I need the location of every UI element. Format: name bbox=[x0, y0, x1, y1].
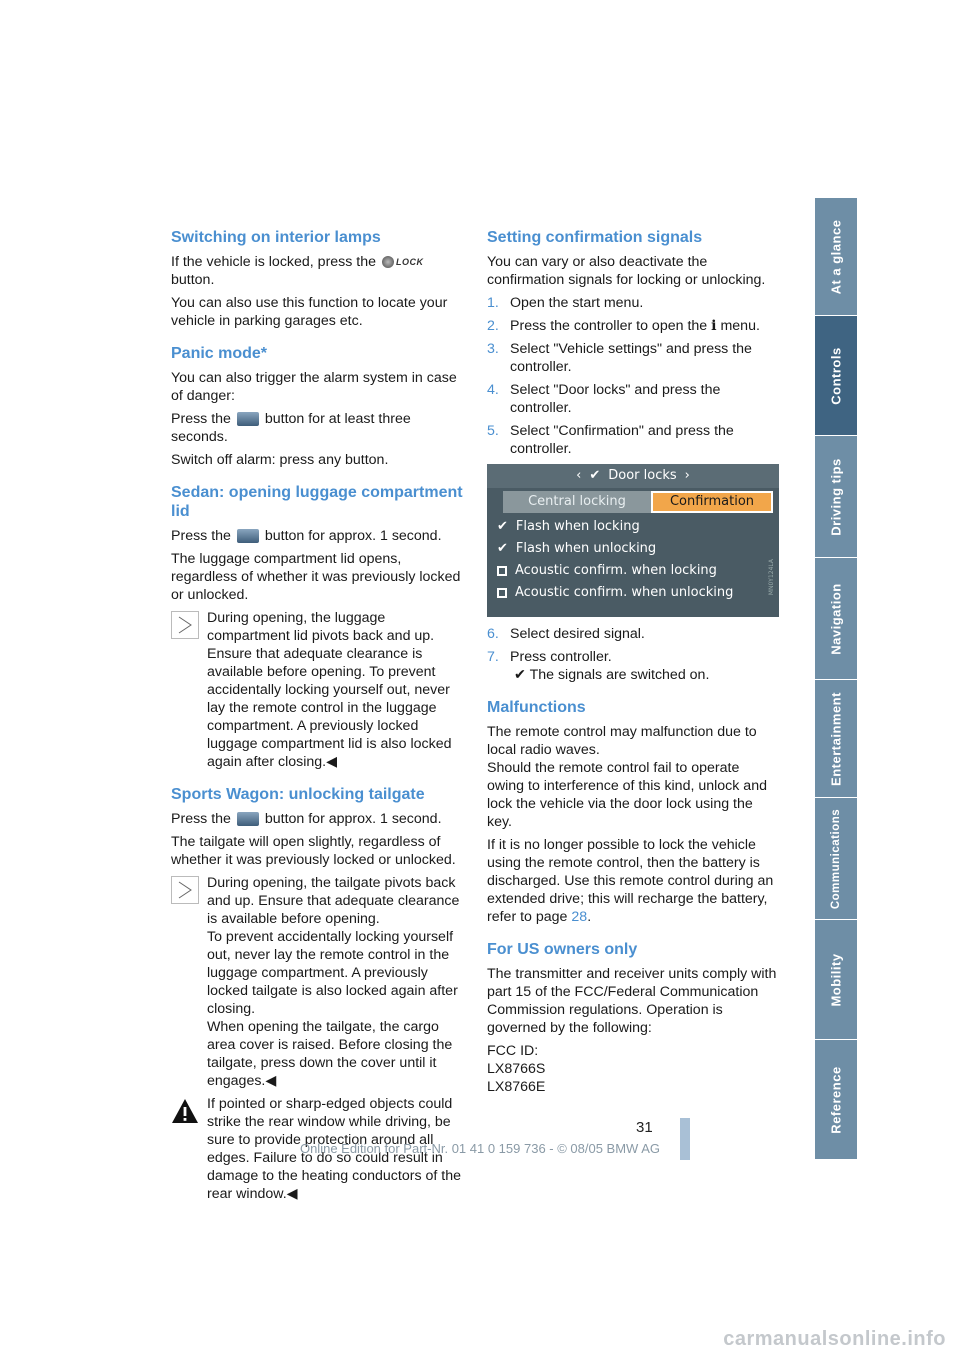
tab-navigation[interactable]: Navigation bbox=[815, 558, 857, 680]
tab-mobility[interactable]: Mobility bbox=[815, 920, 857, 1040]
fcc-block: FCC ID: LX8766S LX8766E bbox=[487, 1043, 546, 1095]
warning-icon bbox=[171, 1097, 199, 1125]
screen-options bbox=[497, 516, 733, 604]
lock-button-icon: LOCK bbox=[382, 253, 424, 271]
paragraph: The remote control may malfunction due to local radio waves. bbox=[487, 724, 757, 758]
heading-malfunctions: Malfunctions bbox=[487, 699, 586, 716]
idrive-screen bbox=[487, 464, 779, 617]
heading-interior-lamps: Switching on interior lamps bbox=[171, 229, 381, 246]
page-link[interactable]: 28 bbox=[571, 909, 588, 925]
note-text: During opening, the tailgate pivots back and up. Ensure that adequate clearance is available before opening. bbox=[207, 875, 460, 927]
step-result: ✔ The signals are switched on. bbox=[514, 667, 710, 683]
step-item: 2. Press the controller to open the i menu. bbox=[487, 318, 760, 334]
step-item: 4. Select "Door locks" and press the controller. bbox=[487, 382, 721, 416]
checked-icon: ✔ bbox=[497, 519, 508, 534]
chapter-tabs bbox=[815, 198, 857, 1160]
paragraph: Should the remote control fail to operate owing to interference of this kind, unlock and lock the vehicle via the door lock using the key. bbox=[487, 760, 767, 830]
heading-panic-mode: Panic mode* bbox=[171, 345, 268, 362]
paragraph: Press the button for approx. 1 second. bbox=[171, 528, 442, 544]
footer-edition: Online Edition for Part-Nr. 01 41 0 159 736 - © 08/05 BMW AG bbox=[299, 1141, 661, 1156]
option-row: Acoustic confirm. when unlocking bbox=[497, 582, 733, 604]
warning-text: If pointed or sharp-edged objects could strike the rear window while driving, be sure to provide protection around all edges. Failure to do so could result in damage to the heating conductors of the rear window.◀ bbox=[207, 1096, 461, 1202]
check-icon: ✔ bbox=[589, 468, 601, 483]
paragraph: Switch off alarm: press any button. bbox=[171, 452, 389, 468]
section-sedan-luggage bbox=[171, 483, 463, 771]
tab-central-locking: Central locking bbox=[503, 491, 651, 513]
trunk-button-icon bbox=[237, 812, 259, 826]
checked-icon: ✔ bbox=[497, 541, 508, 556]
paragraph: If it is no longer possible to lock the vehicle using the remote control, then the battery is discharged. Use this remote control during an extended drive; this will recharge the battery, refer to page 28. bbox=[487, 837, 774, 925]
paragraph: The tailgate will open slightly, regardless of whether it was previously locked or unlocked. bbox=[171, 834, 456, 868]
paragraph: Press the button for approx. 1 second. bbox=[171, 811, 442, 827]
paragraph: You can also trigger the alarm system in case of danger: bbox=[171, 370, 457, 404]
screen-header bbox=[487, 464, 779, 488]
section-panic-mode bbox=[171, 344, 463, 469]
steps-list bbox=[487, 294, 779, 458]
option-row: ✔ Flash when locking bbox=[497, 519, 640, 534]
section-confirmation-signals bbox=[487, 228, 779, 684]
paragraph: You can also use this function to locate your vehicle in parking garages etc. bbox=[171, 295, 448, 329]
paragraph: You can vary or also deactivate the confirmation signals for locking or unlocking. bbox=[487, 254, 766, 288]
note-triangle-icon bbox=[171, 876, 199, 904]
paragraph: Press the button for at least three seconds. bbox=[171, 411, 411, 445]
section-malfunctions bbox=[487, 698, 779, 926]
screen-title: Door locks bbox=[608, 468, 677, 483]
paragraph: If the vehicle is locked, press the LOCK button. bbox=[171, 254, 424, 288]
unchecked-icon bbox=[497, 588, 507, 598]
note-text: During opening, the luggage compartment lid pivots back and up. Ensure that adequate clearance is available before opening. To prevent accidentally locking yourself out, never lay the remote control in the luggage compartment. A previously locked luggage compartment lid is also locked again after closing.◀ bbox=[207, 610, 452, 770]
paragraph: The transmitter and receiver units comply with part 15 of the FCC/Federal Communication Commission regulations. Operation is governed by the following: bbox=[487, 966, 777, 1036]
option-row: Acoustic confirm. when locking bbox=[497, 560, 733, 582]
note-text: When opening the tailgate, the cargo area cover is raised. Before closing the tailgate, press down the cover until it engages.◀ bbox=[207, 1019, 453, 1089]
note-block bbox=[171, 609, 463, 771]
screen-tabs bbox=[503, 491, 773, 513]
check-icon: ✔ bbox=[514, 667, 526, 683]
step-item: 7. Press controller. ✔ The signals are switched on. bbox=[487, 648, 779, 684]
image-code: MN0Y124LA bbox=[768, 559, 775, 596]
arrow-right-icon: › bbox=[684, 468, 690, 483]
section-interior-lamps bbox=[171, 228, 463, 330]
section-us-owners bbox=[487, 940, 779, 1096]
trunk-button-icon bbox=[237, 529, 259, 543]
heading-us-owners: For US owners only bbox=[487, 941, 638, 958]
tab-confirmation: Confirmation bbox=[651, 491, 773, 513]
step-item: 1. Open the start menu. bbox=[487, 295, 644, 311]
note-text: To prevent accidentally locking yourself out, never lay the remote control in the luggage compartment. A previously locked tailgate is also locked again after closing. bbox=[207, 929, 458, 1017]
heading-wagon-tailgate: Sports Wagon: unlocking tailgate bbox=[171, 786, 425, 803]
right-column bbox=[487, 228, 779, 1110]
tab-reference[interactable]: Reference bbox=[815, 1040, 857, 1160]
steps-list bbox=[487, 625, 779, 684]
paragraph: The luggage compartment lid opens, regardless of whether it was previously locked or unlocked. bbox=[171, 551, 461, 603]
tab-controls[interactable]: Controls bbox=[815, 316, 857, 436]
arrow-left-icon: ‹ bbox=[576, 468, 582, 483]
tab-communications[interactable]: Communications bbox=[815, 798, 857, 920]
step-item: 6. Select desired signal. bbox=[487, 626, 645, 642]
tab-driving-tips[interactable]: Driving tips bbox=[815, 436, 857, 558]
left-column bbox=[171, 228, 463, 1217]
option-row: ✔ Flash when unlocking bbox=[497, 541, 657, 556]
note-block bbox=[171, 874, 463, 1090]
step-item: 5. Select "Confirmation" and press the controller. bbox=[487, 423, 734, 457]
tab-entertainment[interactable]: Entertainment bbox=[815, 680, 857, 798]
info-icon: i bbox=[711, 318, 717, 334]
tab-at-a-glance[interactable]: At a glance bbox=[815, 198, 857, 316]
heading-sedan-luggage: Sedan: opening luggage compartment lid bbox=[171, 484, 463, 520]
watermark: carmanualsonline.info bbox=[723, 1328, 946, 1350]
unchecked-icon bbox=[497, 566, 507, 576]
page-number: 31 bbox=[636, 1119, 653, 1136]
note-triangle-icon bbox=[171, 611, 199, 639]
step-item: 3. Select "Vehicle settings" and press the controller. bbox=[487, 341, 752, 375]
heading-confirmation-signals: Setting confirmation signals bbox=[487, 229, 703, 246]
trunk-button-icon bbox=[237, 412, 259, 426]
